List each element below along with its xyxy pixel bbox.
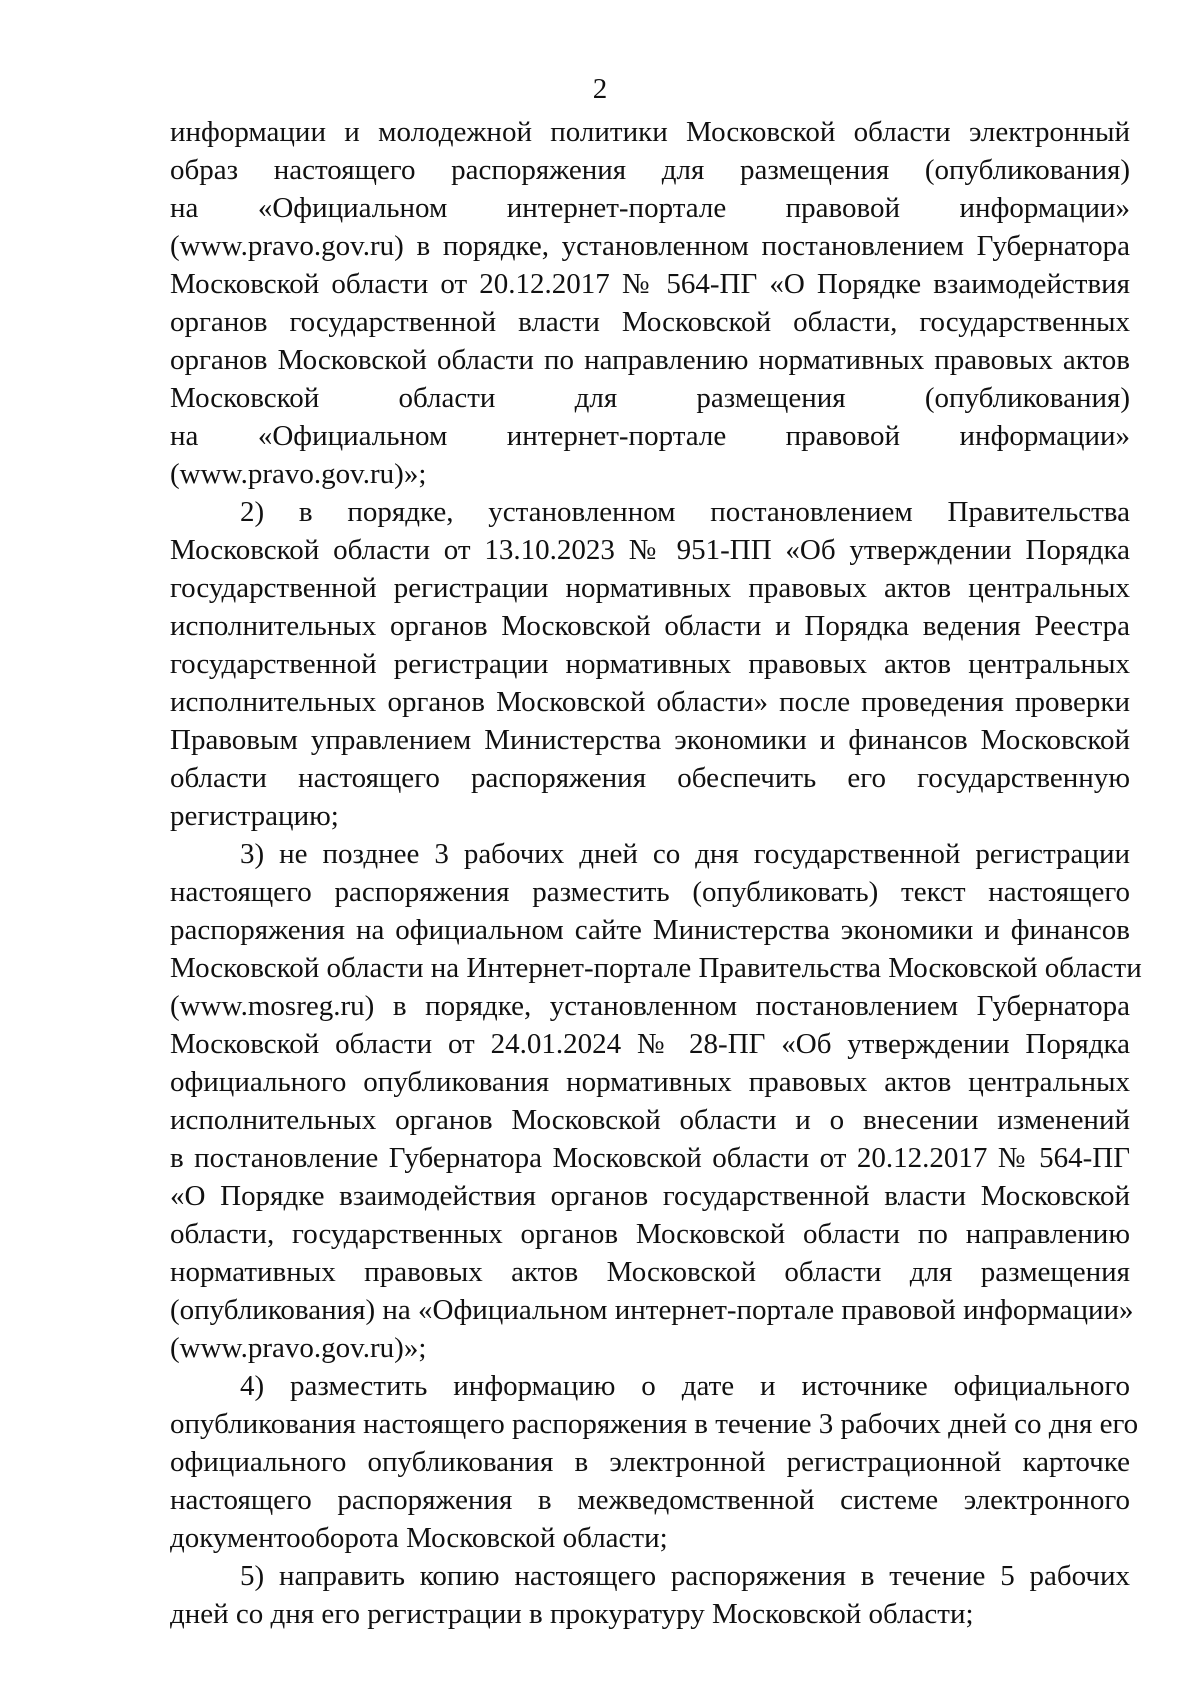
text-line: (www.pravo.gov.ru) в порядке, установленном постановлением Губернатора [170,230,1130,262]
text-line: Московской области от 20.12.2017 № 564-ПГ «О Порядке взаимодействия [170,268,1130,300]
text-line: «О Порядке взаимодействия органов государственной власти Московской [170,1180,1130,1212]
text-line: исполнительных органов Московской области и о внесении изменений [170,1104,1130,1136]
text-line: 3) не позднее 3 рабочих дней со дня государственной регистрации [240,838,1130,870]
text-line: органов Московской области по направлению нормативных правовых актов [170,344,1130,376]
text-line: Правовым управлением Министерства экономики и финансов Московской [170,724,1130,756]
text-line: дней со дня его регистрации в прокуратуру Московской области; [170,1598,974,1630]
text-line: распоряжения на официальном сайте Министерства экономики и финансов [170,914,1130,946]
text-line: Московской области от 24.01.2024 № 28-ПГ «Об утверждении Порядка [170,1028,1130,1060]
text-line: регистрацию; [170,800,339,832]
text-line: государственной регистрации нормативных правовых актов центральных [170,572,1130,604]
text-line: Московской области для размещения (опубликования) [170,382,1130,414]
text-line: официального опубликования нормативных правовых актов центральных [170,1066,1130,1098]
text-line: на «Официальном интернет-портале правовой информации» [170,192,1130,224]
text-line: нормативных правовых актов Московской области для размещения [170,1256,1130,1288]
text-line: официального опубликования в электронной регистрационной карточке [170,1446,1130,1478]
text-line: опубликования настоящего распоряжения в течение 3 рабочих дней со дня его [170,1408,1139,1440]
text-line: настоящего распоряжения разместить (опубликовать) текст настоящего [170,876,1130,908]
text-line: (www.pravo.gov.ru)»; [170,458,427,490]
text-line: области, государственных органов Московской области по направлению [170,1218,1130,1250]
text-line: на «Официальном интернет-портале правовой информации» [170,420,1130,452]
text-line: (www.mosreg.ru) в порядке, установленном постановлением Губернатора [170,990,1130,1022]
text-line: области настоящего распоряжения обеспечить его государственную [170,762,1130,794]
text-line: 4) разместить информацию о дате и источнике официального [240,1370,1130,1402]
text-line: 2) в порядке, установленном постановлением Правительства [240,496,1130,528]
text-line: Московской области на Интернет-портале Правительства Московской области [170,952,1142,984]
text-line: (опубликования) на «Официальном интернет-портале правовой информации» [170,1294,1134,1326]
text-line: документооборота Московской области; [170,1522,668,1554]
document-body [170,113,1142,1633]
page-number: 2 [592,73,608,105]
text-line: Московской области от 13.10.2023 № 951-ПП «Об утверждении Порядка [170,534,1130,566]
text-line: (www.pravo.gov.ru)»; [170,1332,427,1364]
text-line: в постановление Губернатора Московской области от 20.12.2017 № 564-ПГ [170,1142,1130,1174]
text-line: государственной регистрации нормативных правовых актов центральных [170,648,1130,680]
text-line: настоящего распоряжения в межведомственной системе электронного [170,1484,1130,1516]
text-line: исполнительных органов Московской области и Порядка ведения Реестра [170,610,1130,642]
text-line: образ настоящего распоряжения для размещения (опубликования) [170,154,1130,186]
text-line: информации и молодежной политики Московской области электронный [170,116,1130,148]
text-line: исполнительных органов Московской области» после проведения проверки [170,686,1130,718]
text-line: 5) направить копию настоящего распоряжения в течение 5 рабочих [240,1560,1130,1592]
text-line: органов государственной власти Московской области, государственных [170,306,1130,338]
